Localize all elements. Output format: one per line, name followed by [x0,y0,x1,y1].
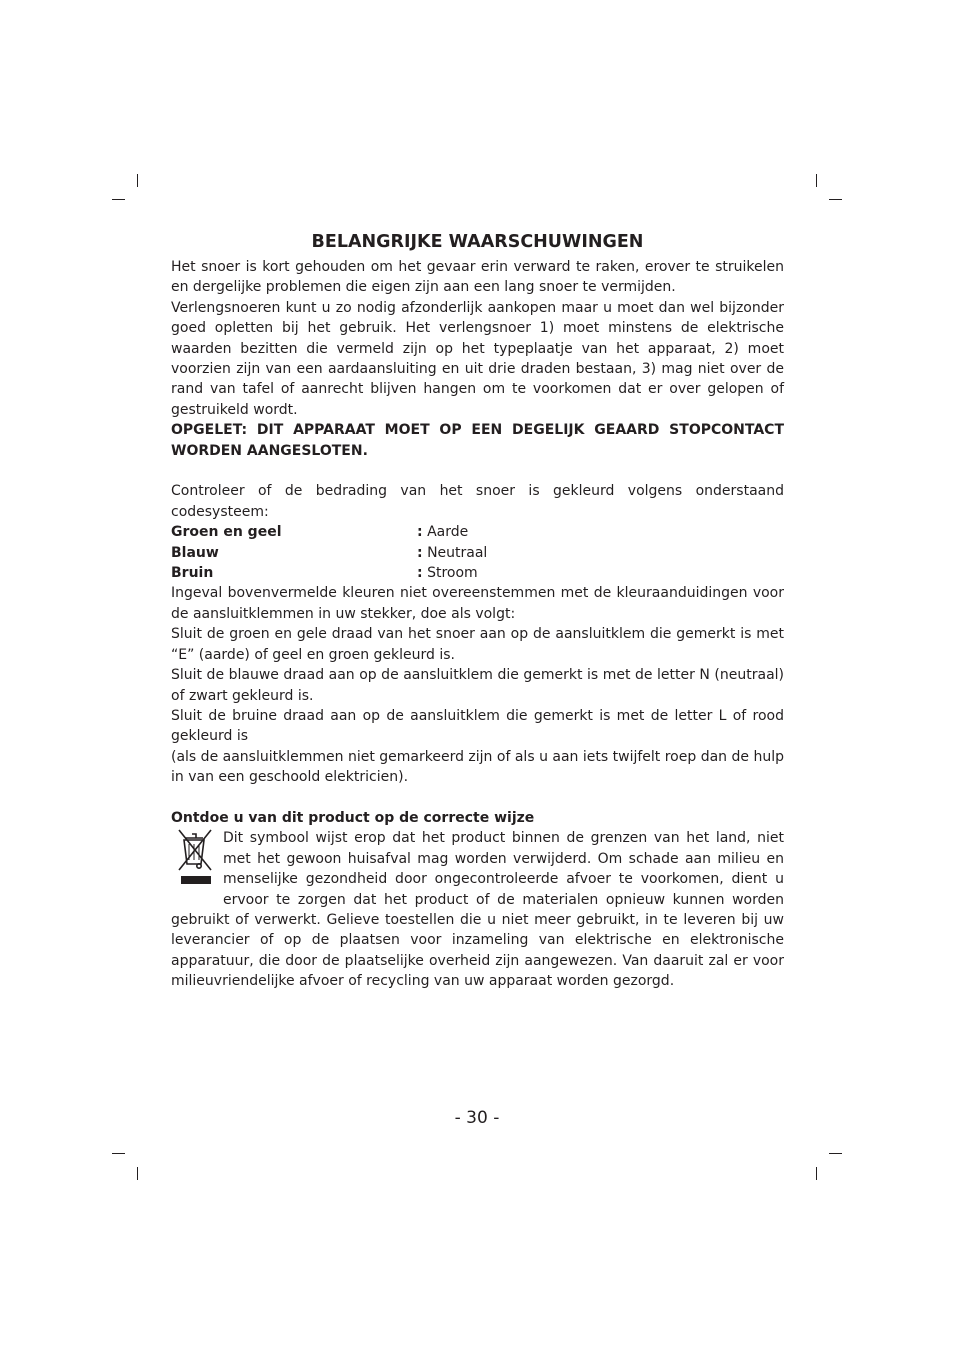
colon: : [417,544,423,561]
colour-name: Blauw [171,544,219,561]
spacer [171,788,784,808]
page-number: - 30 - [454,1108,500,1128]
crossed-out-wheelie-bin-icon [171,828,217,890]
colour-name: Bruin [171,565,214,582]
intro-paragraph-2: Verlengsnoeren kunt u zo nodig afzonderlijk aankopen maar u moet dan wel bijzonder goed opletten bij het gebruik. Het verlengsnoer 1) moet minstens de elektrische waarden bezitten die vermeld zijn op het typeplaatje van het apparaat, 2) moet voorzien zijn van een aardaansluiting en uit drie draden bestaan, 3) mag niet over de rand van tafel of aanrecht blijven hangen om te voorkomen dat er over gelopen of gestruikeld wordt. [171,299,784,418]
colour-meaning: Neutraal [427,544,488,561]
crop-mark-top-left-horizontal [112,199,125,200]
disposal-section [171,828,784,991]
instruction-paragraph: Sluit de blauwe draad aan op de aansluitklem die gemerkt is met de letter N (neutraal) of zwart gekleurd is. [171,667,784,704]
colon: : [417,565,423,582]
colour-code-row [171,522,784,542]
crop-mark-top-right-vertical [816,174,817,187]
crop-mark-top-right-horizontal [829,199,842,200]
colour-code-row [171,543,784,563]
colour-name: Groen en geel [171,524,282,541]
crop-mark-top-left-vertical [137,174,138,187]
disposal-text: Dit symbool wijst erop dat het product binnen de grenzen van het land, niet met het gewoon huisafval mag worden verwijderd. Om schade aan milieu en menselijke gezondheid door ongecontroleerde afvoer te voorkomen, dient u ervoor te zorgen dat het product of de materialen opnieuw kunnen worden gebruikt of verwerkt. Gelieve toestellen die u niet meer gebruikt, in te leveren bij uw leverancier of op de plaatsen voor inzameling van elektrische en elektronische apparatuur, die door de plaatselijke overheid zijn aangewezen. Van daaruit zal er voor milieuvriendelijke afvoer of recycling van uw apparaat worden gezorgd. [171,830,784,990]
check-intro: Controleer of de bedrading van het snoer is gekleurd volgens onderstaand codesysteem: [171,483,784,520]
spacer [171,461,784,481]
colour-meaning: Stroom [427,565,478,582]
intro-paragraph-1: Het snoer is kort gehouden om het gevaar erin verward te raken, erover te struikelen en dergelijke problemen die eigen zijn aan een lang snoer te vermijden. [171,259,784,296]
crop-mark-bottom-right-horizontal [829,1153,842,1154]
colour-meaning: Aarde [427,524,469,541]
warning-text: OPGELET: DIT APPARAAT MOET OP EEN DEGELIJK GEAARD STOPCONTACT WORDEN AANGESLOTEN. [171,422,784,459]
colon: : [417,524,423,541]
instruction-paragraph: Ingeval bovenvermelde kleuren niet overeenstemmen met de kleuraanduidingen voor de aansluitklemmen in uw stekker, doe als volgt: [171,585,784,622]
crop-mark-bottom-left-horizontal [112,1153,125,1154]
crop-mark-bottom-right-vertical [816,1167,817,1180]
instruction-paragraph: (als de aansluitklemmen niet gemarkeerd zijn of als u aan iets twijfelt roep dan de hulp in van een geschoold elektricien). [171,748,784,786]
page-content [171,229,784,992]
instruction-paragraph: Sluit de groen en gele draad van het snoer aan op de aansluitklem die gemerkt is met “E” (aarde) of geel en groen gekleurd is. [171,626,784,663]
colour-code-row [171,563,784,583]
crop-mark-bottom-left-vertical [137,1167,138,1180]
instruction-paragraph: Sluit de bruine draad aan op de aansluitklem die gemerkt is met de letter L of rood gekleurd is [171,707,784,745]
disposal-heading: Ontdoe u van dit product op de correcte wijze [171,809,535,826]
page-title: BELANGRIJKE WAARSCHUWINGEN [311,232,644,252]
